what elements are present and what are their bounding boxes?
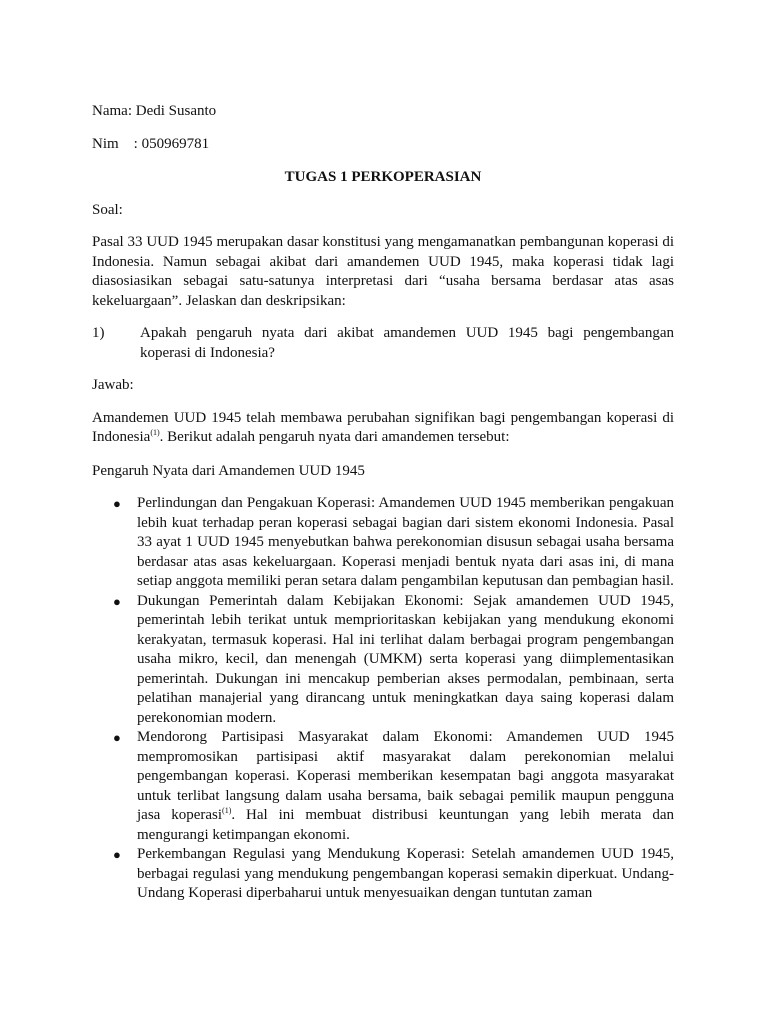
assignment-title: TUGAS 1 PERKOPERASIAN [284,169,482,185]
bullet-list [92,494,674,904]
soal-text: Pasal 33 UUD 1945 merupakan dasar konstitusi yang mengamanatkan pembangunan koperasi di Indonesia. Namun sebagai akibat dari amandemen UUD 1945, maka koperasi tidak lagi diasosiasikan sebagai satu-satunya interpretasi dari “usaha bersama berdasar atas asas kekeluargaan”. Jelaskan dan deskripsikan: [92,234,674,309]
list-item-text: Mendorong Partisipasi Masyarakat dalam Ekonomi: Amandemen UUD 1945 mempromosikan partisipasi aktif masyarakat dalam perekonomian melalui pengembangan koperasi. Koperasi memberikan kesempatan bagi anggota masyarakat untuk terlibat langsung dalam usaha bersama, baik sebagai pemilik maupun pengguna jasa koperasi [137,729,674,823]
list-item-text: Perkembangan Regulasi yang Mendukung Koperasi: Setelah amandemen UUD 1945, berbagai regulasi yang mendukung pengembangan koperasi semakin diperkuat. Undang-Undang Koperasi diperbaharui untuk menyesuaikan dengan tuntutan zaman [137,846,674,901]
soal-label: Soal: [92,201,123,218]
list-item [92,845,674,904]
footnote-ref: (1) [150,428,160,437]
footnote-ref: (1) [222,806,232,815]
list-item-text-end: . Hal ini membuat distribusi keuntungan yang lebih merata dan mengurangi ketimpangan ekonomi. [137,807,674,843]
jawab-intro-text: Amandemen UUD 1945 telah membawa perubahan signifikan bagi pengembangan koperasi di Indonesia [92,409,674,445]
question-item [92,324,674,363]
section-heading: Pengaruh Nyata dari Amandemen UUD 1945 [92,462,365,479]
list-item-text: Dukungan Pemerintah dalam Kebijakan Ekonomi: Sejak amandemen UUD 1945, pemerintah lebih terikat untuk memprioritaskan kebijakan yang mendukung ekonomi kerakyatan, termasuk koperasi. Hal ini terlihat dalam berbagai program pengembangan usaha mikro, kecil, dan menengah (UMKM) serta koperasi yang diimplementasikan pemerintah. Dukungan ini mencakup pemberian akses permodalan, pembinaan, serta pelatihan manajerial yang dirancang untuk meningkatkan daya saing koperasi dalam perekonomian modern. [137,592,674,726]
list-item [92,728,674,845]
document-body [92,102,674,904]
question-text: Apakah pengaruh nyata dari akibat amandemen UUD 1945 bagi pengembangan koperasi di Indonesia? [140,325,674,361]
list-item [92,494,674,592]
jawab-label: Jawab: [92,377,134,393]
jawab-intro-text-end: . Berikut adalah pengaruh nyata dari amandemen tersebut: [159,429,510,445]
list-item-text: Perlindungan dan Pengakuan Koperasi: Amandemen UUD 1945 memberikan pengakuan lebih kuat terhadap peran koperasi sebagai bagian dari sistem ekonomi Indonesia. Pasal 33 ayat 1 UUD 1945 menyebutkan bahwa perekonomian disusun sebagai usaha bersama berdasar atas asas kekeluargaan. Koperasi menjadi bentuk nyata dari asas ini, di mana setiap anggota memiliki peran setara dalam pengambilan keputusan dan pembagian hasil. [137,495,674,589]
question-number: 1) [92,325,105,341]
student-nim: Nim : 050969781 [92,135,210,152]
list-item [92,592,674,729]
jawab-intro [92,409,674,448]
bullet-icon: ● [113,496,121,511]
bullet-icon: ● [113,593,121,609]
bullet-icon: ● [113,730,121,745]
student-name: Nama: Dedi Susanto [92,103,217,119]
bullet-icon: ● [113,847,121,862]
